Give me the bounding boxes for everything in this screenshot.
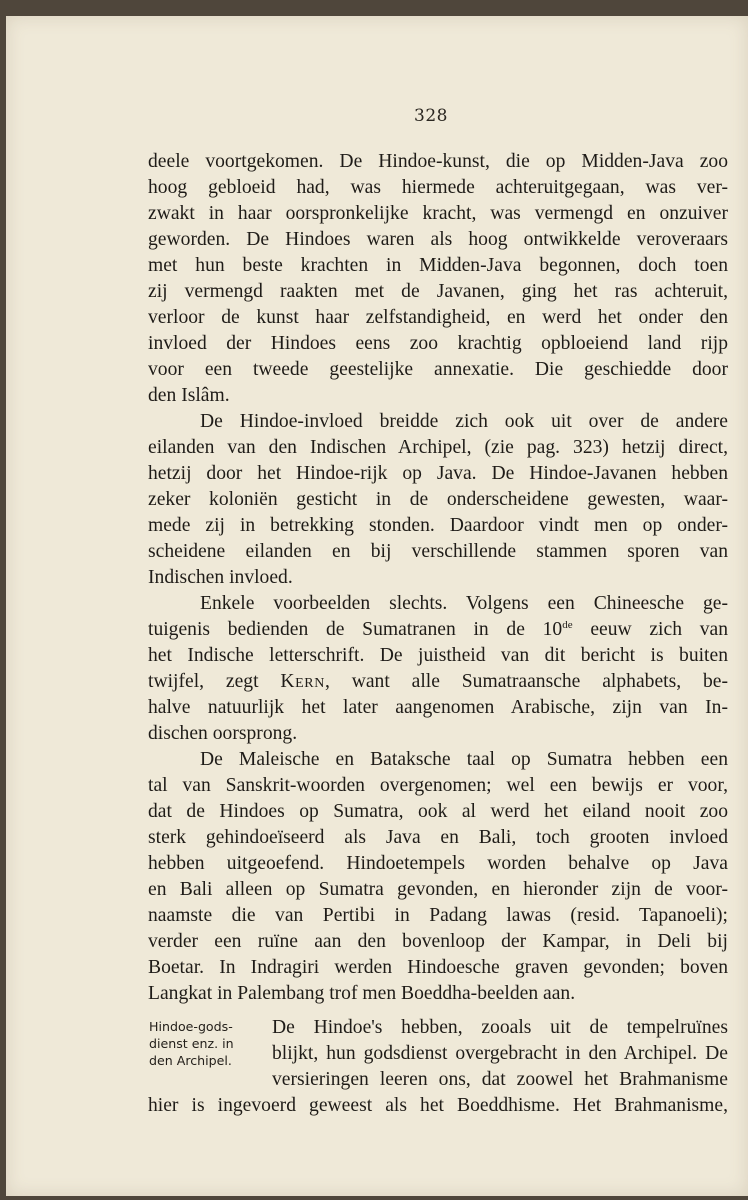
text-line: geworden. De Hindoes waren als hoog ontwikkelde veroveraars	[148, 229, 728, 250]
text-fragment: twijfel, zegt	[148, 671, 281, 692]
paragraph-first-line: De Hindoe's hebben, zooals uit de tempelruïnes	[272, 1017, 728, 1038]
text-line: dat de Hindoes op Sumatra, ook al werd het eiland nooit zoo	[148, 801, 728, 822]
margin-note-line: Hindoe-gods-	[149, 1019, 233, 1034]
paragraph-first-line: De Maleische en Bataksche taal op Sumatra hebben een	[200, 749, 728, 770]
text-line: zeker koloniën gesticht in de onderscheidene gewesten, waar-	[148, 489, 728, 510]
page-number: 328	[414, 106, 448, 126]
text-fragment: , want alle Sumatraansche alphabets, be-	[324, 671, 728, 692]
text-line: mede zij in betrekking stonden. Daardoor vindt men op onder-	[148, 515, 728, 536]
text-line: zij vermengd raakten met de Javanen, ging het ras achteruit,	[148, 281, 728, 302]
text-line: den Islâm.	[148, 385, 230, 406]
text-line	[148, 618, 728, 642]
text-line: en Bali alleen op Sumatra gevonden, en hieronder zijn de voor-	[148, 879, 728, 900]
text-line: eilanden van den Indischen Archipel, (zie pag. 323) hetzij direct,	[148, 437, 728, 458]
text-line: voor een tweede geestelijke annexatie. Die geschiedde door	[148, 359, 728, 380]
text-line: hetzij door het Hindoe-rijk op Java. De Hindoe-Javanen hebben	[148, 463, 728, 484]
text-fragment: eeuw zich van	[572, 619, 728, 640]
text-line: hier is ingevoerd geweest als het Boeddhisme. Het Brahmanisme,	[148, 1095, 728, 1116]
text-line: Indischen invloed.	[148, 567, 293, 588]
text-line: verloor de kunst haar zelfstandigheid, en werd het onder den	[148, 307, 728, 328]
text-line: deele voortgekomen. De Hindoe-kunst, die op Midden-Java zoo	[148, 151, 728, 172]
text-line: halve natuurlijk het later aangenomen Arabische, zijn van In-	[148, 697, 728, 718]
text-line: scheidene eilanden en bij verschillende stammen sporen van	[148, 541, 728, 562]
text-line: Boetar. In Indragiri werden Hindoesche graven gevonden; boven	[148, 957, 728, 978]
margin-note-line: dienst enz. in	[149, 1036, 234, 1051]
paragraph-first-line: De Hindoe-invloed breidde zich ook uit over de andere	[200, 411, 728, 432]
text-line	[148, 670, 728, 694]
author-name-kern: Kern	[280, 671, 325, 692]
text-line: naamste die van Pertibi in Padang lawas (resid. Tapanoeli);	[148, 905, 728, 926]
text-line: zwakt in haar oorspronkelijke kracht, was vermengd en onzuiver	[148, 203, 728, 224]
text-line: Langkat in Palembang trof men Boeddha-beelden aan.	[148, 983, 576, 1004]
text-line: hebben uitgeoefend. Hindoetempels worden behalve op Java	[148, 853, 728, 874]
text-line: blijkt, hun godsdienst overgebracht in den Archipel. De	[272, 1043, 728, 1064]
text-line: het Indische letterschrift. De juistheid van dit bericht is buiten	[148, 645, 728, 666]
text-fragment: tuigenis bedienden de Sumatranen in de 10	[148, 619, 563, 640]
text-line: invloed der Hindoes eens zoo krachtig opbloeiend land rijp	[148, 333, 728, 354]
text-line: versieringen leeren ons, dat zoowel het Brahmanisme	[272, 1069, 728, 1090]
text-line: dischen oorsprong.	[148, 723, 298, 744]
text-line: tal van Sanskrit-woorden overgenomen; wel een bewijs er voor,	[148, 775, 728, 796]
text-line: sterk gehindoeïseerd als Java en Bali, toch grooten invloed	[148, 827, 728, 848]
paragraph-first-line: Enkele voorbeelden slechts. Volgens een Chineesche ge-	[200, 593, 728, 614]
text-line: verder een ruïne aan den bovenloop der Kampar, in Deli bij	[148, 931, 728, 952]
text-line: met hun beste krachten in Midden-Java begonnen, doch toen	[148, 255, 728, 276]
text-line: hoog gebloeid had, was hiermede achteruitgegaan, was ver-	[148, 177, 728, 198]
margin-note-line: den Archipel.	[149, 1053, 232, 1068]
ordinal-superscript: de	[562, 619, 573, 631]
margin-note	[149, 1018, 267, 1069]
